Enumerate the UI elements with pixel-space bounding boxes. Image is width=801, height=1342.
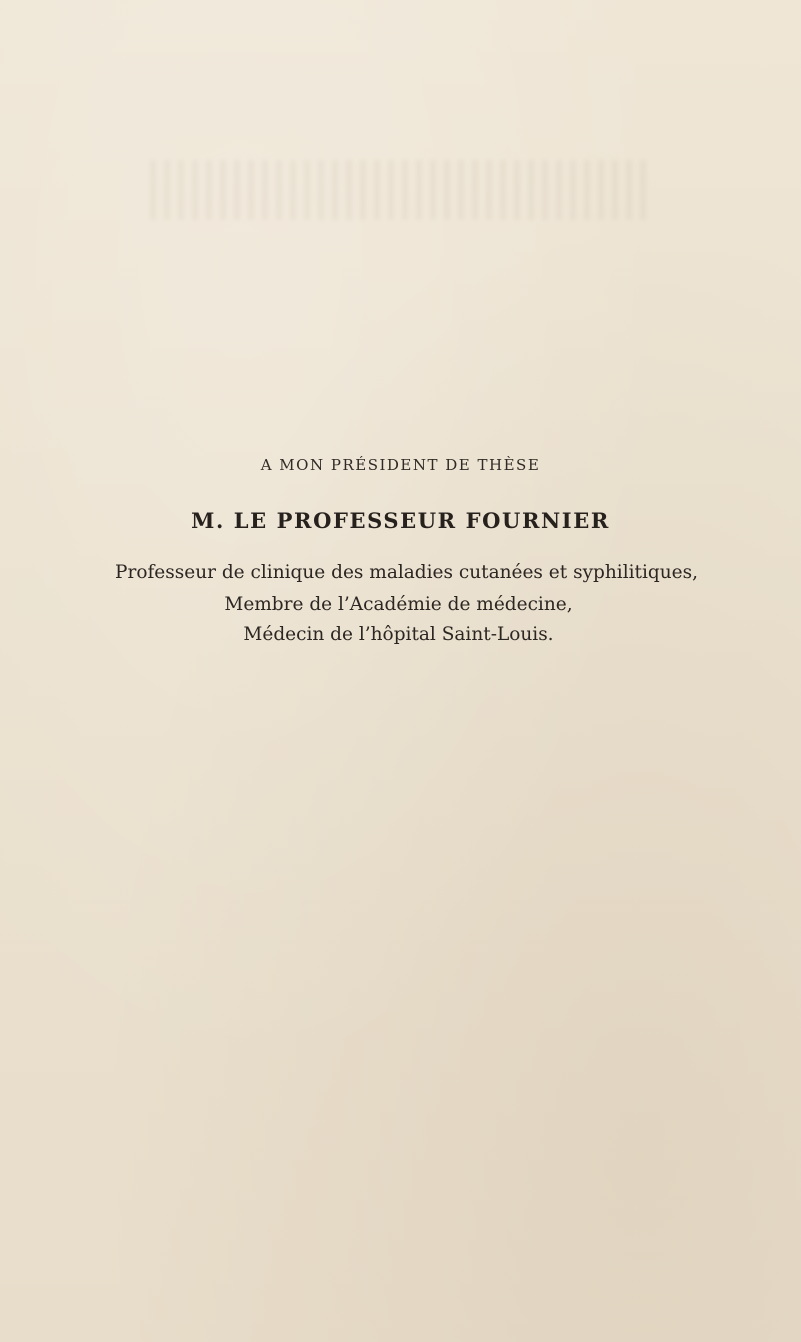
dedicatee-title-academy: Membre de l’Académie de médecine, — [224, 594, 573, 615]
dedication-heading: A MON PRÉSIDENT DE THÈSE — [260, 456, 541, 474]
show-through-texture — [150, 160, 650, 220]
dedicatee-title-hospital: Médecin de l’hôpital Saint-Louis. — [243, 624, 554, 645]
dedicatee-title-professor: Professeur de clinique des maladies cutanées et syphilitiques, — [115, 562, 698, 583]
dedicatee-name: M. LE PROFESSEUR FOURNIER — [191, 508, 610, 533]
